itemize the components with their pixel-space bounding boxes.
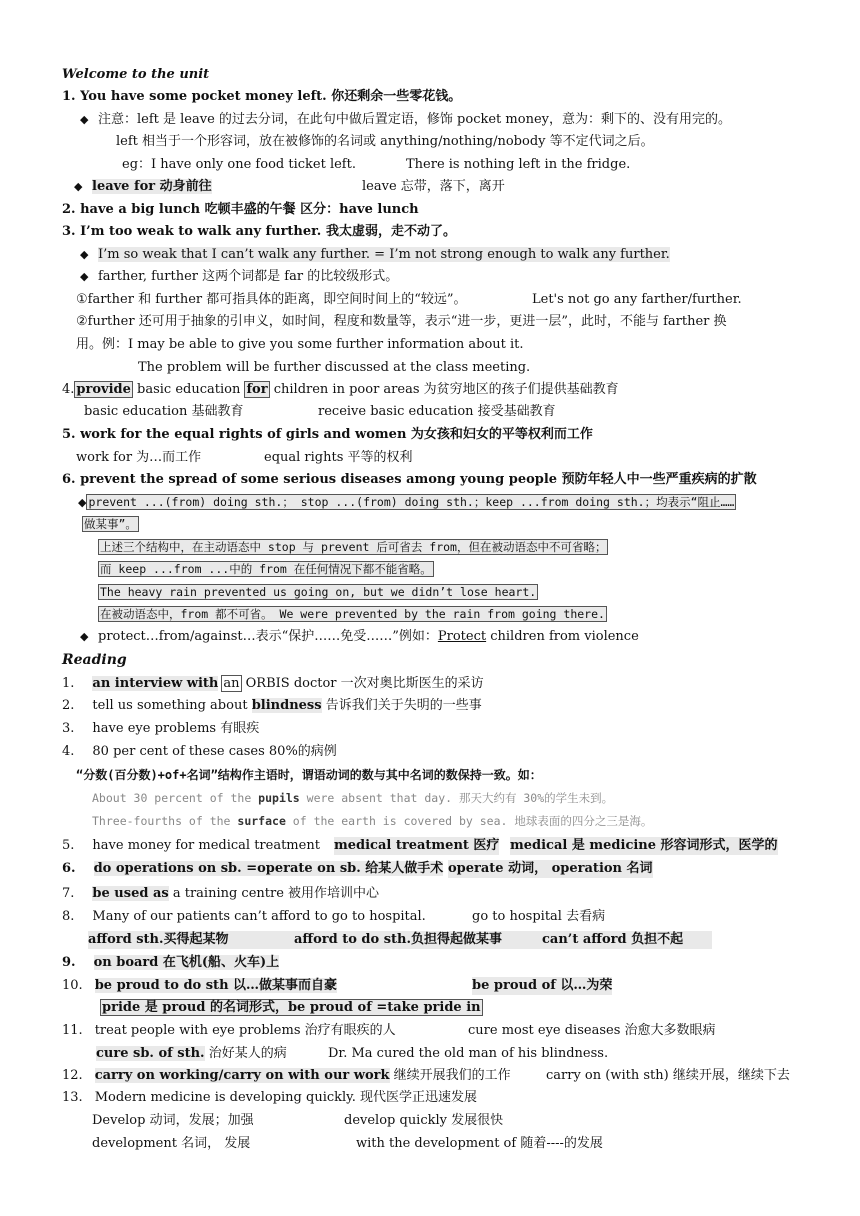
reading-item-11: 11. treat people with eye problems 治疗有眼疾的人: [62, 1023, 396, 1038]
reading-item-13: 13. Modern medicine is developing quickly. 现代医学正迅速发展: [62, 1090, 478, 1105]
reading-item-10: 10. be proud to do sth 以…做某事而自豪: [62, 978, 338, 993]
reading-item-5: 5. have money for medical treatment: [62, 838, 320, 853]
item-5-phrase-2: equal rights 平等的权利: [264, 450, 413, 465]
further-usage-2b: 用。例：I may be able to give you some further information about it.: [76, 337, 524, 352]
farther-further-note: ◆ farther, further 这两个词都是 far 的比较级形式。: [80, 268, 398, 286]
reading-item-5-b: medical treatment 医疗: [334, 838, 500, 853]
item-5-phrase-1: work for 为…而工作: [76, 450, 202, 465]
reading-item-11-b: cure most eye diseases 治愈大多数眼病: [468, 1023, 716, 1038]
leave-for-line: ◆ leave for 动身前往: [74, 178, 212, 196]
example-left-b: There is nothing left in the fridge.: [406, 157, 631, 172]
item-3: 3. I’m too weak to walk any further.: [62, 224, 322, 239]
farther-usage-1: ①farther 和 further 都可指具体的距离，即空间时间上的“较远”。: [76, 292, 467, 307]
reading-item-8-b: go to hospital 去看病: [472, 909, 606, 924]
reading-item-1: 1. an interview with an ORBIS doctor 一次对奥比斯医生的采访: [62, 676, 484, 691]
section-title-reading: Reading: [62, 652, 127, 668]
note-left-2: left 相当于一个形容词，放在被修饰的名词或 anything/nothing/nobody 等不定代词之后。: [116, 134, 654, 149]
reading-item-11-c: cure sb. of sth. 治好某人的病: [96, 1046, 287, 1061]
prevent-note-3: 而 keep ...from ...中的 from 在任何情况下都不能省略。: [100, 562, 432, 576]
reading-item-13-c1: development 名词， 发展: [92, 1136, 251, 1151]
reading-item-6-b: operate 动词， operation 名词: [448, 861, 653, 876]
diamond-icon: ◆: [78, 496, 87, 509]
section-title-welcome: Welcome to the unit: [62, 67, 210, 82]
reading-item-2: 2. tell us something about blindness 告诉我们关于失明的一些事: [62, 698, 482, 713]
reading-item-11-d: Dr. Ma cured the old man of his blindness.: [328, 1046, 609, 1061]
prevent-note-passive: 在被动语态中，from 都不可省。 We were prevented by the rain from going there.: [100, 607, 605, 621]
item-6: 6. prevent the spread of some serious diseases among young people 预防年轻人中一些严重疾病的扩散: [62, 472, 757, 487]
further-usage-2c: The problem will be further discussed at the class meeting.: [138, 360, 531, 375]
reading-item-6: 6. do operations on sb. =operate on sb. 给某人做手术: [62, 861, 444, 876]
item-2: 2. have a big lunch 吃顿丰盛的午餐 区分：have lunch: [62, 202, 419, 217]
prevent-note-1: ◆ prevent ...(from) doing sth.； stop ...(from) doing sth.；keep ...from doing sth.；均表示“阻止……: [78, 495, 735, 509]
reading-item-8-phrases: afford sth.买得起某物 afford to do sth.负担得起做某事 can’t afford 负担不起: [88, 931, 712, 949]
item-4-phrase-1: basic education 基础教育: [84, 404, 244, 419]
prevent-note-2: 上述三个结构中，在主动语态中 stop 与 prevent 后可省去 from，但在被动语态中不可省略；: [100, 540, 607, 554]
further-usage-2: ②further 还可用于抽象的引申义，如时间，程度和数量等，表示“进一步，更进一层”，此时，不能与 farther 换: [76, 314, 727, 329]
prevent-example-1: The heavy rain prevented us going on, but we didn’t lose heart.: [100, 585, 537, 599]
further-sentence: ◆ I’m so weak that I can’t walk any further. = I’m not strong enough to walk any further.: [80, 246, 670, 264]
leave-meaning: leave 忘带，落下，离开: [362, 179, 505, 194]
prevent-note-1b: 做某事”。: [84, 517, 137, 531]
reading-item-4-example-2: Three-fourths of the surface of the earth is covered by sea. 地球表面的四分之三是海。: [92, 814, 653, 828]
note-left-1: ◆ 注意：left 是 leave 的过去分词，在此句中做后置定语，修饰 pocket money，意为：剩下的、没有用完的。: [80, 111, 731, 129]
item-4: 4. provide basic education for children in poor areas 为贫穷地区的孩子们提供基础教育: [62, 382, 619, 397]
reading-item-4: 4. 80 per cent of these cases 80%的病例: [62, 744, 337, 759]
reading-item-7: 7. be used as a training centre 被用作培训中心: [62, 886, 380, 901]
item-5: 5. work for the equal rights of girls and women 为女孩和妇女的平等权利而工作: [62, 427, 593, 442]
item-3-translation: 我太虚弱，走不动了。: [326, 224, 457, 239]
reading-item-10-b: be proud of 以…为荣: [472, 978, 613, 993]
reading-item-10-c: pride 是 proud 的名词形式，be proud of =take pride in: [102, 1000, 481, 1015]
protect-note: ◆ protect…from/against…表示“保护……免受……”例如：Protect children from violence: [80, 628, 639, 646]
reading-item-5-c: medical 是 medicine 形容词形式，医学的: [510, 838, 778, 853]
reading-item-13-b1: Develop 动词，发展；加强: [92, 1113, 254, 1128]
reading-item-9: 9. on board 在飞机(船、火车)上: [62, 955, 280, 970]
item-4-phrase-2: receive basic education 接受基础教育: [318, 404, 556, 419]
reading-item-12-b: carry on (with sth) 继续开展，继续下去: [546, 1068, 790, 1083]
reading-item-8: 8. Many of our patients can’t afford to go to hospital.: [62, 909, 426, 924]
reading-item-3: 3. have eye problems 有眼疾: [62, 721, 260, 736]
reading-item-4-rule: “分数(百分数)+of+名词”结构作主语时，谓语动词的数与其中名词的数保持一致。如：: [76, 768, 542, 782]
example-left-a: eg：I have only one food ticket left.: [122, 157, 356, 172]
reading-item-13-c2: with the development of 随着----的发展: [356, 1136, 603, 1151]
item-1: 1. You have some pocket money left. 你还剩余一些零花钱。: [62, 89, 462, 104]
farther-usage-1-example: Let's not go any farther/further.: [532, 292, 742, 307]
reading-item-12: 12. carry on working/carry on with our work 继续开展我们的工作: [62, 1068, 511, 1083]
reading-item-4-example-1: About 30 percent of the pupils were absent that day. 那天大约有 30%的学生未到。: [92, 791, 614, 805]
reading-item-13-b2: develop quickly 发展很快: [344, 1113, 504, 1128]
